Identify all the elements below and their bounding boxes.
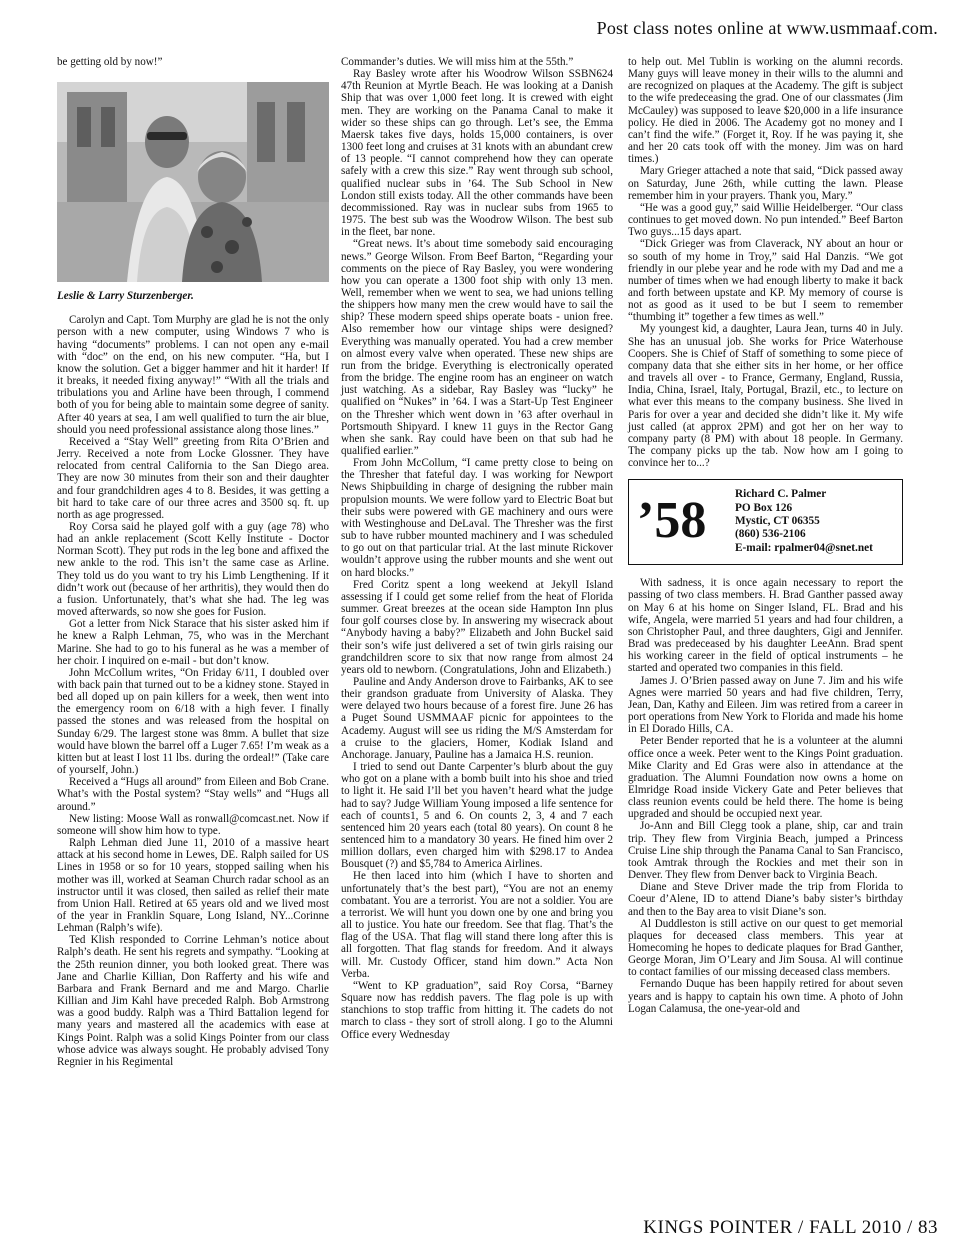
paragraph: He then laced into him (which I have to shorten and unfortunately that’s the best part), “You are not an enemy combatant. You are a terrorist. You are not a soldier. You are a terrorist. We will hunt you down one by one and bring you all to justice. You hate our freedom. See that flag. That’s the flag of the USA. That flag will stand there long after this is all forgotten. That flag stands for freedom. And it always will. Mr. Custody Officer, stand him down.” Acta Non Verba.: [341, 870, 613, 980]
paragraph: Al Duddleston is still active on our quest to get memorial plaques for deceased class members. This year at Homecoming he hopes to dedicate plaques for Brad Ganther, George Moran, Jim O’Leary and Jim Sousa. Al will continue to contact families of our missing deceased class members.: [628, 917, 903, 979]
paragraph: I tried to send out Dante Carpenter’s blurb about the guy who got on a plane with a bomb built into his shoe and tried to light it. He said I’ll bet you haven’t heard what the judge had to say? Judge William Young imposed a life sentence for each of counts1, 5 and 6. On counts 2, 3, 4 and 7 each sentenced him 20 years each (total 80 years). On count 8 he sentenced him to a mandatory 30 years. He fined him over 2 million dollars, even charged him with $298.17 to Andea Bousquet (?) and $5,784 to America Airlines.: [341, 761, 613, 871]
paragraph: With sadness, it is once again necessary to report the passing of two class members. H. Brad Ganther passed away on May 6 at his home on Singer Island, FL. Brad and his wife, Angela, were married 51 years and had four children, a son Christopher Paul, and three daughters, Gigi and Jennifer. Brad was predeceased by his daughter LeeAnn. Brad spent his working career in the field of optical instruments – he started and operated two companies in this field.: [628, 577, 903, 675]
paragraph: Carolyn and Capt. Tom Murphy are glad he is not the only person with a new computer, using Windows 7 who is having “documents” problems. I can not open any e-mail with “doc” on the end, on his new computer. “Ha, but I know the solution. Get a bigger hammer and hit it harder! If it breaks, it needed fixing anyway!” “With all the trials and tribulations you and Arline have been through, I commend both of you for being able to maintain some degree of sanity. After 40 years at sea, I am well qualified to turn the air blue, should you need professional assistance along those lines.”: [57, 314, 329, 436]
secretary-name: Richard C. Palmer: [735, 488, 827, 501]
paragraph: to help out. Mel Tublin is working on the alumni records. Many guys will leave money in their wills to the alumni and are recognized on plaques at the Academy. The gift is subject to the wife predeceasing the grad. One of our classmates (Jim McCauley) was supposed to leave $20,000 in a life insurance policy. He died in 2006. The Academy got no money and I can’t find the wife.” (Forget it, Roy. If he was paying it, she and her 20 cats took off with the money. Jim was on hard times.): [628, 56, 903, 166]
email: E-mail: rpalmer04@snet.net: [735, 541, 873, 554]
po-box: PO Box 126: [735, 501, 793, 514]
paragraph: Mary Grieger attached a note that said, “Dick passed away on Saturday, June 26th, while cutting the lawn. Please remember him in your prayers. Thank you, Mary.”: [628, 165, 903, 202]
paragraph: Ralph Lehman died June 11, 2010 of a massive heart attack at his second home in Lewes, DE. Ralph sailed for US Lines in 1958 or so for 10 years, stopped sailing when his mother was ill, worked at Seaman Church radar school as an instructor until it was closed, then sailed as relief their mate from Union Hall. Retired at 65 years old and we lived most of the year in Franklin Square, Long Island, NY...Corinne Lehman (Ralph’s wife).: [57, 837, 329, 935]
paragraph: Commander’s duties. We will miss him at the 55th.”: [341, 56, 574, 68]
paragraph: be getting old by now!”: [57, 56, 163, 68]
photo-caption: Leslie & Larry Sturzenberger.: [57, 290, 194, 303]
photo-illustration: [57, 82, 329, 282]
paragraph: Peter Bender reported that he is a volunteer at the alumni office once a week. Peter went to the Kings Point graduation. Mike Clarity and Ed Gras were also in attendance at the graduation. The Alumni Foundation now owns a home on Elmridge Road inside Vickery Gate and Peter believes that class reunion events could be held there. The home is being upgraded and should be occupied next year.: [628, 735, 903, 821]
paragraph: Diane and Steve Driver made the trip from Florida to Coeur d’Alene, ID to attend Diane’s baby sister’s birthday and then to the Bay area to visit Diane’s son.: [628, 881, 903, 918]
class-58-contact-box: [628, 479, 903, 565]
paragraph: Received a “Hugs all around” from Eileen and Bob Crane. What’s with the Postal system? “Stay wells” and “Hugs all around.”: [57, 776, 329, 813]
column-2: [341, 56, 613, 1041]
page-header: Post class notes online at www.usmmaaf.com.: [596, 18, 938, 38]
paragraph: “Went to KP graduation”, said Roy Corsa, “Barney Square now has reddish pavers. The flag pole is up with stanchions to stop traffic from hitting it. The cadets do not march to class - they sort of stroll along. I go to the Alumni Office every Wednesday: [341, 979, 613, 1041]
paragraph: From John McCollum, “I came pretty close to being on the Thresher that fateful day. I was working for Newport News Shipbuilding in charge of designing the rubber main propulsion mounts. We were follow yard to Electric Boat but their subs were powered with GE machinery and ours were with Westinghouse and DeLaval. The Thresher was the first sub to have rubber mounted machinery and I was scheduled to go out on that particular trial. At the last minute Rickover wouldn’t approve using the rubber mounts and she went out on hard blocks.”: [341, 457, 613, 579]
paragraph: “He was a good guy,” said Willie Heidelberger. “Our class continues to get moved down. No pun intended.” Beef Barton Two guys...15 days apart.: [628, 201, 903, 239]
paragraph: “Dick Grieger was from Claverack, NY about an hour or so south of my home in Troy,” said Hal Danzis. “We got friendly in our plebe year and he rode with my Dad and me a number of times when we had enough liberty to make it back and forth between upstate and KP. My memory of course is not as good as it used to be but I seem to remember “thumbing it” together a few times as well.”: [628, 238, 903, 324]
phone: (860) 536-2106: [735, 528, 806, 541]
paragraph: Fernando Duque has been happily retired for about seven years and is happy to captain his own time. A photo of John Logan Calamusa, the one-year-old and: [628, 978, 903, 1015]
paragraph: Jo-Ann and Bill Clegg took a plane, ship, car and train trip. They flew from Virginia Beach, jumped a Princess Cruise Line ship through the Panama Canal to San Francisco, took Amtrak through the Rockies and met their son in Denver. They flew from Denver back to Virginia Beach.: [628, 820, 903, 882]
class-year: ’58: [637, 492, 707, 550]
paragraph: Got a letter from Nick Starace that his sister asked him if he knew a Ralph Lehman, 75, who was in the Merchant Marine. She had to go to his funeral as he was a member of her choir. I inquired on e-mail - but don’t know.: [57, 618, 329, 667]
city-state: Mystic, CT 06355: [735, 514, 820, 527]
page-footer: KINGS POINTER / FALL 2010 / 83: [643, 1217, 938, 1238]
paragraph: Pauline and Andy Anderson drove to Fairbanks, AK to see their grandson graduate from University of Alaska. They were delayed two hours because of a forest fire. June 26 has a Puget Sound USMMAAF picnic for appointees to the Academy. August will see us riding the M/S Amsterdam for a cruise to the glaciers, Homer, Kodiak Island and Anchorage. January, Pauline has a Jamaica H.S. reunion.: [341, 675, 613, 761]
paragraph: Ted Klish responded to Corrine Lehman’s notice about Ralph’s death. He sent his regrets and sympathy. “Looking at the 25th reunion dinner, you both looked great. There was Jane and Charlie Killian, Don Rafferty and his wife and Barbara and Frank Bernard and me and Margo. Charlie Killian and Jim Kahl have preceded Ralph. Bob Armstrong was a good buddy. Ralph was a Third Battalion legend for many years and mastered all the academics with ease at Kings Point. Ralph was a solid Kings Pointer from our class whose advice was always sought. He probably advised Tony Regnier in his Regimental: [57, 934, 329, 1068]
paragraph: New listing: Moose Wall as ronwall@comcast.net. Now if someone will show him how to type.: [57, 812, 329, 837]
paragraph: My youngest kid, a daughter, Laura Jean, turns 40 in July. She has an unusual job. She works for Price Waterhouse Coopers. She is Chief of Staff of something to some piece of company data that she either sits in her home, or her office and travels all over - to France, Germany, England, Russia, India, China, Israel, Italy, Portugal, Brazil, etc., to lecture on what ever this means to the company business. She lived in Paris for over a year and decided she didn’t like it. My wife just called (at approx 2PM) and got her on her way to company party (8 PM) with about 18 people. In Germany. The company picks up the tab. Now how am I going to convince her to...?: [628, 323, 903, 470]
paragraph: Roy Corsa said he played golf with a guy (age 78) who had an ankle replacement (Scott Kelly Institute - Doctor Norman Scott). They put rods in the leg bone and affixed the new ankle to the rod. This isn’t the same case as Arline. They told us do you want to try his Limb Lengthening. If it didn’t work out (because of her arthritis), they would then do a fusion. Unfortunately, that’s what she had. The leg was moved afterwards, so now she goes for Fusion.: [57, 520, 329, 619]
column-3: [628, 56, 903, 1015]
paragraph: “Great news. It’s about time somebody said encouraging news.” George Wilson. From Beef Barton, “Regarding your comments on the piece of Ray Basley, you were wondering how you can operate a 1300 foot ship with only 13 men. Well, remember when we went to sea, we had unions telling the shippers how many men the crew would have to sail the ship? These modern speed ships operate boats - union free. Also remember how our vintage ships were designed? Everything was manually operated. You had a crew member on almost every valve when operated. These new ships are run from the bridge. Everything is electronically operated from the bridge. The engine room has an engineer on watch just watching. As a sidebar, Ray Basley was “lucky” he qualified on “Nukes” in ’64. I was a Start-Up Test Engineer on the Thresher which went down in ’63 after overhaul in Portsmouth Shipyard. I knew 11 guys in the Rector Gang when she sank. Ray could have been on that sub had he qualified earlier.”: [341, 238, 613, 457]
photo-sturzenberger: [57, 82, 329, 282]
class-secretary-address: [735, 488, 873, 554]
paragraph: Received a “Stay Well” greeting from Rita O’Brien and Jerry. Received a note from Locke Glossner. They have relocated from central California to the San Diego area. They are now 30 minutes from their son and their daughter and four grandchildren ages 4 to 8. Besides, it was getting a bit hard to take care of our three acres and 3500 sq. ft. up north as age progressed.: [57, 435, 329, 521]
paragraph: Fred Coritz spent a long weekend at Jekyll Island assessing if I could get some relief from the heat of Florida summer. Great breezes at the ocean side Hampton Inn plus four golf courses close by. In answering my wisecrack about “Anybody having a baby?” Elizabeth and John Buckel said their son’s wife just delivered a set of twin girls raising our grandchildren score to six that now range from almost 24 years old to newborn. (Congratulations, John and Elizabeth.): [341, 578, 613, 676]
paragraph: James J. O’Brien passed away on June 7. Jim and his wife Agnes were married 50 years and had five children, Terry, Jean, Dan, Kathy and Eileen. Jim was retired from a career in port operations from New York to Florida and made his home in El Dorado Hills, CA.: [628, 674, 903, 736]
paragraph: John McCollum writes, “On Friday 6/11, I doubled over with back pain that turned out to be a kidney stone. Stayed in bed all doped up on pain killers for a week, then went into the emergency room on 6/18 with a high fever. I finally passed the stones and was released from the hospital on Sunday 6/29. The largest stone was 8mm. A bullet that size would have blown the barrel off a Luger 7.65! I’m weak as a kitten but at least I lost 11 lbs. during the ordeal!” (Take care of yourself, John.): [57, 666, 329, 777]
column-1: [57, 56, 329, 1068]
paragraph: Ray Basley wrote after his Woodrow Wilson SSBN624 47th Reunion at Myrtle Beach. He was looking at a Danish Ship that was over 1,000 feet long. It is crewed with eight men. They are working on the Panama Canal to make it wider so these ships can go through. Let’s see, the Emma Maersk takes five days, holds 15,000 containers, is over 1300 feet long and cruises at 31 knots with an abundant crew of 13 people. “I cannot comprehend how they can operate safely with a crew this size.” Ray went through sub school, qualified nuclear subs in ’64. The Sub School in New London still exists today. All the other commands have been decommissioned. Ray was in nuclear subs from 1965 to 1975. The best sub was the Woodrow Wilson. The best sub in the fleet, bar none.: [341, 68, 613, 239]
